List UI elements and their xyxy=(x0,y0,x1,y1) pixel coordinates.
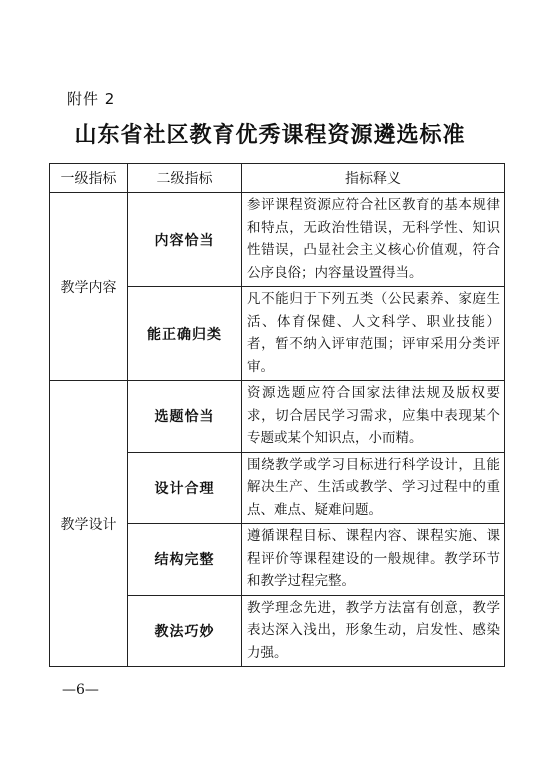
criteria-table xyxy=(49,163,505,667)
table-row xyxy=(50,381,505,453)
level2-cell: 结构完整 xyxy=(128,524,242,596)
header-level2: 二级指标 xyxy=(128,164,242,193)
level2-cell: 内容恰当 xyxy=(128,193,242,287)
description-cell: 围绕教学或学习目标进行科学设计，且能解决生产、生活或教学、学习过程中的重点、难点、疑难问题。 xyxy=(242,452,505,524)
level2-cell: 设计合理 xyxy=(128,452,242,524)
level2-cell: 教法巧妙 xyxy=(128,595,242,667)
description-cell: 资源选题应符合国家法律法规及版权要求，切合居民学习需求，应集中表现某个专题或某个知识点，小而精。 xyxy=(242,381,505,453)
table-row xyxy=(50,193,505,287)
description-cell: 凡不能归于下列五类（公民素养、家庭生活、体育保健、人文科学、职业技能）者，暂不纳入评审范围；评审采用分类评审。 xyxy=(242,287,505,381)
attachment-label: 附件 2 xyxy=(67,90,116,108)
level1-cell: 教学内容 xyxy=(50,193,128,381)
description-cell: 参评课程资源应符合社区教育的基本规律和特点，无政治性错误，无科学性、知识性错误，凸显社会主义核心价值观，符合公序良俗；内容量设置得当。 xyxy=(242,193,505,287)
level2-cell: 选题恰当 xyxy=(128,381,242,453)
table-header-row xyxy=(50,164,505,193)
level2-cell: 能正确归类 xyxy=(128,287,242,381)
description-cell: 遵循课程目标、课程内容、课程实施、课程评价等课程建设的一般规律。教学环节和教学过程完整。 xyxy=(242,524,505,596)
page-number: —6— xyxy=(62,682,99,698)
document-title: 山东省社区教育优秀课程资源遴选标准 xyxy=(74,122,466,148)
header-description: 指标释义 xyxy=(242,164,505,193)
description-cell: 教学理念先进，教学方法富有创意，教学表达深入浅出，形象生动，启发性、感染力强。 xyxy=(242,595,505,667)
level1-cell: 教学设计 xyxy=(50,381,128,667)
header-level1: 一级指标 xyxy=(50,164,128,193)
